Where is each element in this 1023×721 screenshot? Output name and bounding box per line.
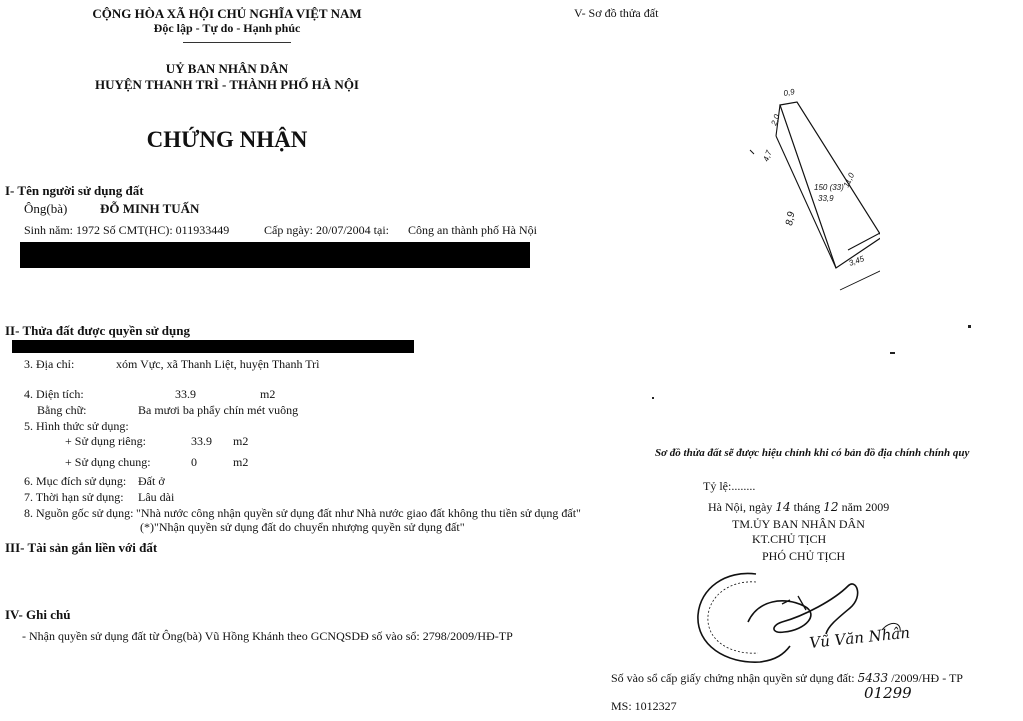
sketch-label-upper-left: 2,0 — [769, 113, 782, 127]
signature-stroke — [748, 584, 858, 634]
private-use-label: + Sử dụng riêng: — [65, 434, 146, 448]
sketch-label-area-orig: 150 (33) — [814, 183, 844, 192]
registration-label: Số vào sổ cấp giấy chứng nhận quyền sử dụng đất: — [611, 671, 855, 685]
origin-note: (*)"Nhận quyền sử dụng đất do chuyển nhượng quyền sử dụng đất" — [140, 520, 465, 534]
date-line — [708, 500, 889, 515]
org-line-3: PHÓ CHỦ TỊCH — [762, 549, 846, 563]
republic-header: CỘNG HÒA XÃ HỘI CHỦ NGHĨA VIỆT NAM — [92, 6, 362, 21]
shared-use-unit: m2 — [233, 455, 249, 469]
committee-name: UỶ BAN NHÂN DÂN — [165, 61, 289, 76]
sketch-label-bottom: 3,45 — [847, 254, 866, 268]
scale-label: Tỷ lệ:........ — [703, 479, 756, 493]
scan-speck — [890, 352, 895, 354]
date-prefix: Hà Nội, ngày — [708, 500, 773, 514]
scan-speck — [652, 397, 654, 399]
purpose-label: 6. Mục đích sử dụng: — [24, 474, 127, 488]
registration-number: 5433 — [857, 671, 889, 685]
sketch-label-area: 33,9 — [818, 194, 834, 203]
plot-sketch — [740, 80, 880, 300]
signer-name: Vũ Văn Nhân — [808, 623, 911, 652]
sketch-label-top: 0,9 — [782, 87, 796, 98]
area-value: 33.9 — [175, 387, 196, 401]
shared-use-label: + Sử dụng chung: — [65, 455, 151, 469]
plot-edge — [840, 270, 880, 290]
ms-number: MS: 1012327 — [611, 699, 677, 713]
date-month-label: tháng — [793, 500, 821, 514]
motto: Độc lập - Tự do - Hạnh phúc — [153, 21, 301, 35]
document-title: CHỨNG NHẬN — [146, 127, 308, 152]
sketch-label-right-side: 11,0 — [841, 171, 857, 189]
private-use-value: 33.9 — [191, 434, 212, 448]
area-words-label: Bằng chữ: — [37, 403, 87, 417]
address-label: 3. Địa chỉ: — [24, 357, 75, 371]
issue-date-line: Cấp ngày: 20/07/2004 tại: — [264, 223, 389, 237]
section-2-heading: II- Thửa đất được quyền sử dụng — [5, 323, 190, 338]
term-label: 7. Thời hạn sử dụng: — [24, 490, 124, 504]
purpose-value: Đất ở — [138, 474, 165, 488]
owner-name: ĐỖ MINH TUẤN — [100, 201, 200, 216]
official-seal-and-signature — [686, 560, 936, 675]
map-note: Sơ đồ thửa đất sẽ được hiệu chỉnh khi có bản đồ địa chính chính quy — [655, 447, 970, 459]
section-3-heading: III- Tài sản gắn liền với đất — [5, 540, 158, 555]
redaction-bar — [20, 242, 530, 268]
org-line-2: KT.CHỦ TỊCH — [752, 532, 827, 546]
sketch-label-left-side: 8,9 — [784, 210, 798, 227]
date-day: 14 — [775, 500, 791, 514]
area-label: 4. Diện tích: — [24, 387, 84, 401]
date-month: 12 — [823, 500, 839, 514]
area-words: Ba mươi ba phẩy chín mét vuông — [138, 403, 299, 417]
term-value: Lâu dài — [138, 490, 175, 504]
shared-use-value: 0 — [191, 455, 197, 469]
registration-suffix: /2009/HĐ - TP — [891, 671, 963, 685]
usage-form-label: 5. Hình thức sử dụng: — [24, 419, 129, 433]
issue-place: Công an thành phố Hà Nội — [408, 223, 537, 237]
section-1-heading: I- Tên người sử dụng đất — [5, 183, 144, 198]
origin-value: "Nhà nước công nhận quyền sử dụng đất như Nhà nước giao đất không thu tiền sử dụng đất" — [136, 506, 581, 520]
district-name: HUYỆN THANH TRÌ - THÀNH PHỐ HÀ NỘI — [94, 77, 359, 92]
motto-underline — [183, 42, 291, 43]
private-use-unit: m2 — [233, 434, 249, 448]
section-4-heading: IV- Ghi chú — [5, 607, 71, 622]
note-text: - Nhận quyền sử dụng đất từ Ông(bà) Vũ Hồng Khánh theo GCNQSDĐ số vào sổ: 2798/2009/HĐ-TP — [22, 629, 513, 643]
origin-label: 8. Nguồn gốc sử dụng: — [24, 506, 134, 520]
address-value: xóm Vực, xã Thanh Liệt, huyện Thanh Trì — [116, 357, 320, 371]
org-line-1: TM.ỦY BAN NHÂN DÂN — [732, 517, 865, 531]
scan-speck — [968, 325, 971, 328]
seal-ring — [698, 573, 790, 662]
date-year: năm 2009 — [841, 500, 890, 514]
area-unit: m2 — [260, 387, 276, 401]
sketch-label-mid-left: 4,7 — [761, 149, 774, 163]
redaction-bar — [12, 340, 414, 353]
birth-id-line: Sinh năm: 1972 Số CMT(HC): 011933449 — [24, 223, 230, 237]
registration-handwritten: 01299 — [864, 684, 912, 702]
section-5-heading: V- Sơ đồ thửa đất — [574, 6, 659, 20]
owner-label: Ông(bà) — [24, 201, 68, 216]
